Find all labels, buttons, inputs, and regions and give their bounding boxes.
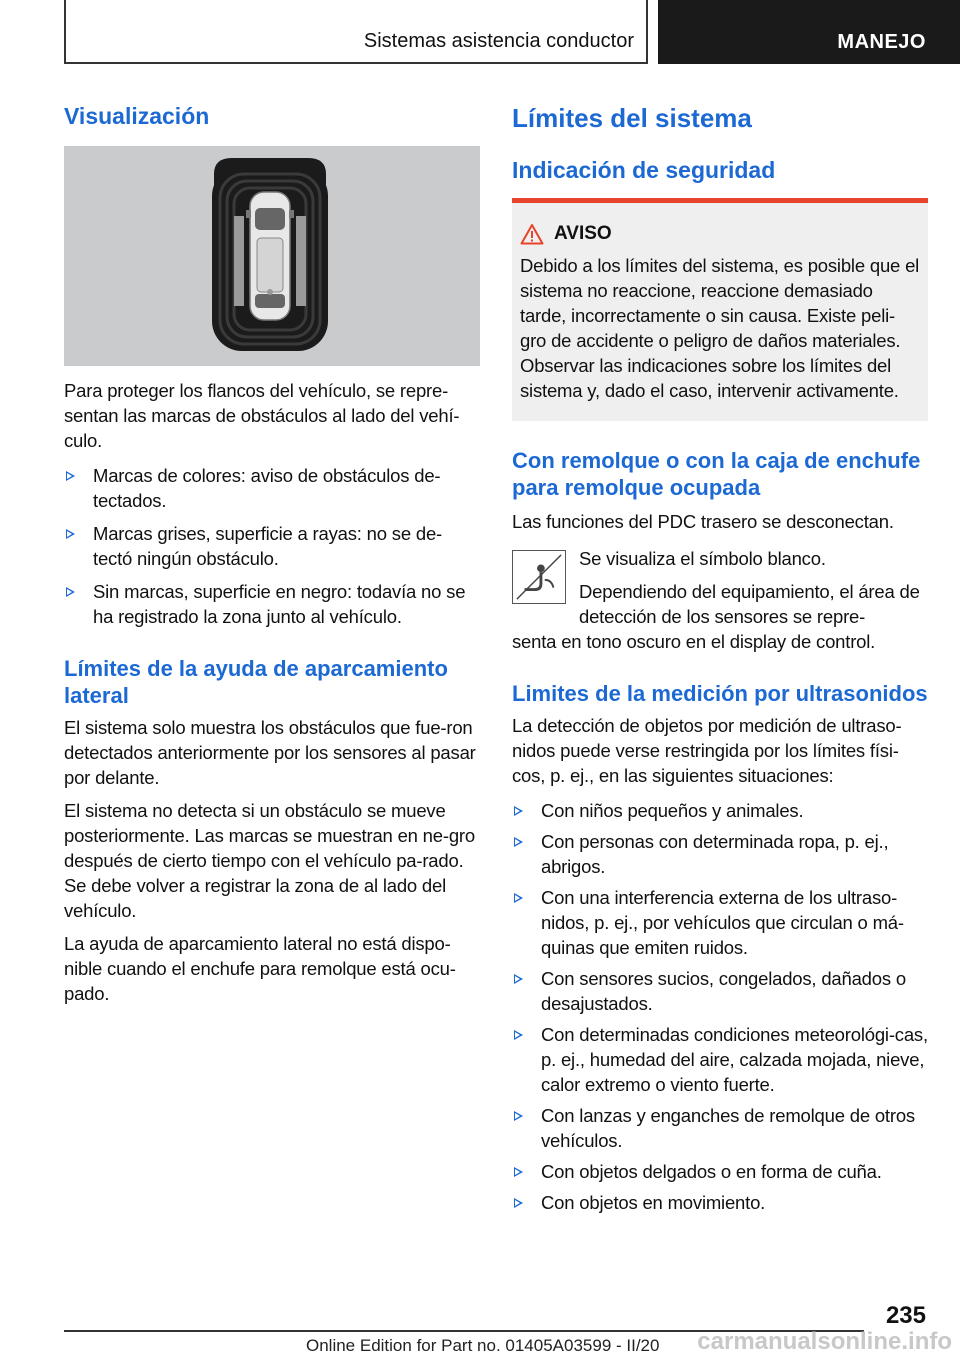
bullet-triangle-icon — [66, 471, 75, 481]
list-item: Con determinadas condiciones meteorológi-cas, p. ej., humedad del aire, calzada mojada, nieve, calor extremo o viento fuerte. — [512, 1022, 928, 1097]
header-section-box — [64, 0, 648, 64]
bullet-triangle-icon — [66, 529, 75, 539]
warning-text: Debido a los límites del sistema, es posible que el sistema no reaccione, reaccione demasiado tarde, incorrectamente o sin causa. Existe peli-gro de accidente o peligro de daños materiales. Observar las indicaciones sobre los límites del sistema y, dado el caso, intervenir activamente. — [520, 255, 920, 401]
list-item: Con objetos en movimiento. — [512, 1190, 928, 1215]
parking-assist-figure — [64, 146, 480, 366]
system-limits-heading: Límites del sistema — [512, 103, 752, 133]
header-chapter-title: MANEJO — [837, 31, 926, 53]
footer-edition: Online Edition for Part no. 01405A03599 - II/20 — [306, 1336, 660, 1355]
page-number: 235 — [885, 1302, 926, 1329]
bullet-triangle-icon — [514, 1111, 523, 1121]
warning-title — [520, 223, 920, 245]
trailer-paragraph-3a: Dependiendo del equipamiento, el área de detección de los sensores se repre- — [579, 581, 920, 627]
bullet-triangle-icon — [514, 893, 523, 903]
header-section-title: Sistemas asistencia conductor — [363, 30, 634, 52]
warning-box — [512, 198, 928, 421]
side-parking-limits-heading: Límites de la ayuda de aparcamiento lateral — [64, 656, 448, 708]
bullet-triangle-icon — [514, 1167, 523, 1177]
visualization-bullet-list — [64, 463, 480, 629]
ultrasonic-limits-heading: Limites de la medición por ultrasonidos — [512, 681, 928, 706]
bullet-triangle-icon — [66, 587, 75, 597]
list-item: Con una interferencia externa de los ultraso-nidos, p. ej., por vehículos que circulan o má-quinas que emiten ruidos. — [512, 885, 928, 960]
list-item: Marcas de colores: aviso de obstáculos de-tectados. — [64, 463, 480, 513]
right-column — [512, 98, 928, 1215]
trailer-paragraph-3b: senta en tono oscuro en el display de control. — [512, 631, 876, 652]
list-item: Con objetos delgados o en forma de cuña. — [512, 1159, 928, 1184]
bullet-triangle-icon — [514, 1198, 523, 1208]
visualization-heading: Visualización — [64, 103, 210, 129]
list-item: Con lanzas y enganches de remolque de otros vehículos. — [512, 1103, 928, 1153]
ultrasonic-paragraph: La detección de objetos por medición de ultraso-nidos puede verse restringida por los límites físi-cos, p. ej., en las siguientes situaciones: — [512, 715, 902, 786]
limits-paragraph-2: El sistema no detecta si un obstáculo se mueve posteriormente. Las marcas se muestran en ne-gro después de cierto tiempo con el vehículo pa-rado. Se debe volver a registrar la zona de al lado del vehículo. — [64, 800, 475, 921]
warning-triangle-icon — [520, 223, 544, 245]
safety-notice-heading: Indicación de seguridad — [512, 157, 776, 183]
vehicle-top-view-illustration — [64, 146, 480, 366]
bullet-triangle-icon — [514, 974, 523, 984]
left-column — [64, 98, 480, 1006]
list-item: Con sensores sucios, congelados, dañados o desajustados. — [512, 966, 928, 1016]
limits-paragraph-1: El sistema solo muestra los obstáculos que fue-ron detectados anteriormente por los sensores al pasar por delante. — [64, 717, 476, 788]
limits-paragraph-3: La ayuda de aparcamiento lateral no está dispo-nible cuando el enchufe para remolque está ocu-pado. — [64, 933, 456, 1004]
list-item: Con niños pequeños y animales. — [512, 798, 928, 823]
bullet-triangle-icon — [514, 837, 523, 847]
ultrasonic-bullet-list — [512, 798, 928, 1215]
trailer-heading: Con remolque o con la caja de enchufe para remolque ocupada — [512, 448, 921, 500]
warning-label: AVISO — [554, 223, 612, 244]
watermark-text: carmanualsonline.info — [697, 1328, 952, 1355]
trailer-hitch-symbol-icon — [512, 550, 566, 604]
trailer-paragraph-2: Se visualiza el símbolo blanco. — [579, 548, 826, 569]
list-item: Marcas grises, superficie a rayas: no se de-tectó ningún obstáculo. — [64, 521, 480, 571]
visualization-intro: Para proteger los flancos del vehículo, se repre-sentan las marcas de obstáculos al lado del vehí-culo. — [64, 380, 460, 451]
trailer-symbol-row — [512, 546, 928, 654]
bullet-triangle-icon — [514, 1030, 523, 1040]
trailer-paragraph-1: Las funciones del PDC trasero se desconectan. — [512, 511, 894, 532]
bullet-triangle-icon — [514, 806, 523, 816]
list-item: Con personas con determinada ropa, p. ej., abrigos. — [512, 829, 928, 879]
list-item: Sin marcas, superficie en negro: todavía no se ha registrado la zona junto al vehículo. — [64, 579, 480, 629]
header-chapter-box — [658, 0, 960, 64]
